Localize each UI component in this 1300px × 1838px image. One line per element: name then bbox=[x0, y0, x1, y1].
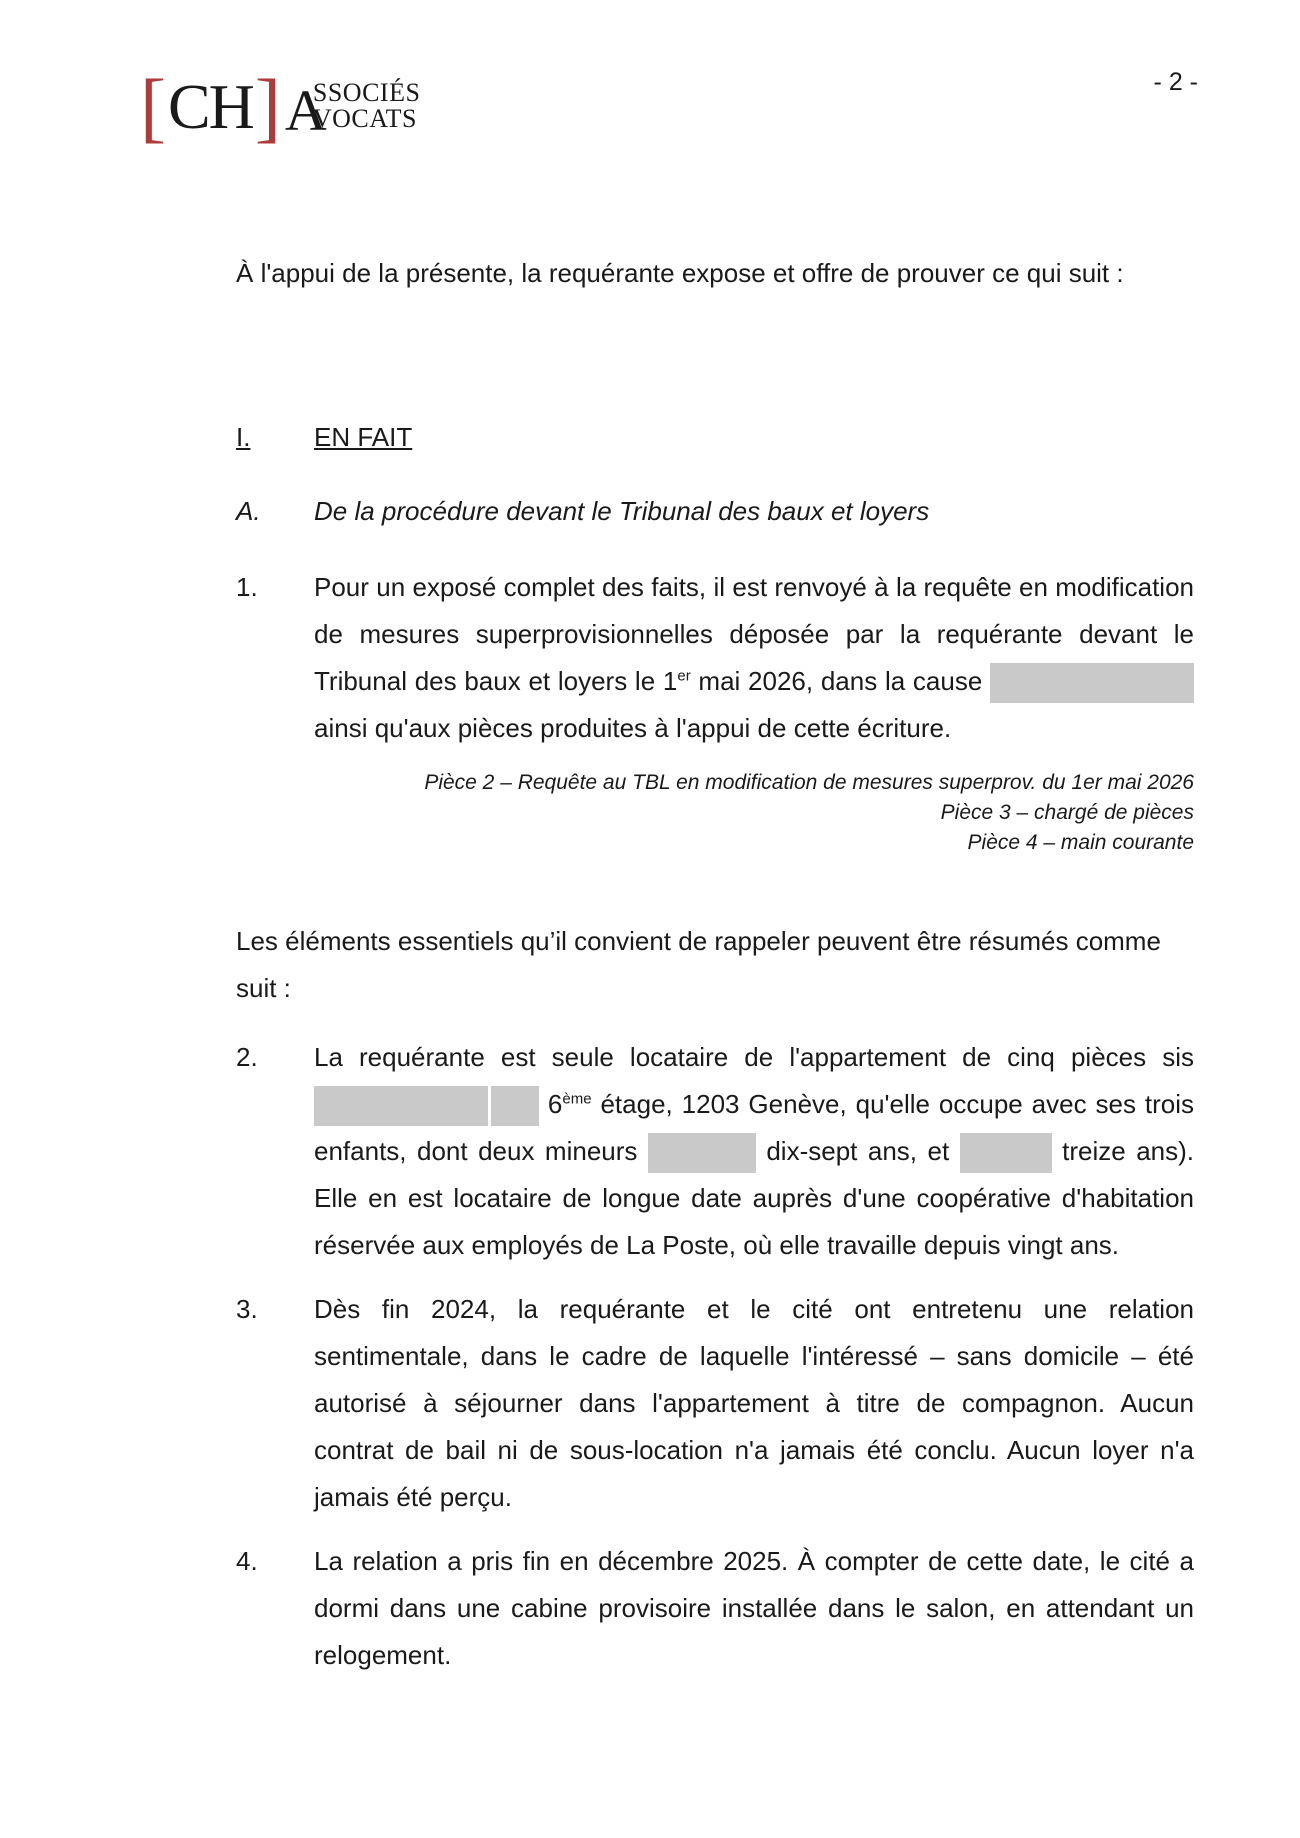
paragraph-2 bbox=[236, 1034, 1194, 1269]
text-run: ainsi qu'aux pièces produites à l'appui de cette écriture. bbox=[314, 713, 952, 743]
firm-logo bbox=[140, 63, 435, 150]
paragraph-number: 1. bbox=[236, 572, 258, 602]
intro-sentence: À l'appui de la présente, la requérante expose et offre de prouver ce qui suit : bbox=[236, 258, 1124, 288]
exhibit-reference: Pièce 3 – chargé de pièces bbox=[940, 801, 1194, 824]
paragraph-4 bbox=[236, 1538, 1194, 1679]
text-run: mai 2026, dans la cause bbox=[690, 666, 991, 696]
redaction-box bbox=[990, 663, 1194, 703]
exhibit-reference: Pièce 2 – Requête au TBL en modification de mesures superprov. du 1er mai 2026 bbox=[424, 771, 1194, 794]
paragraph-text bbox=[314, 564, 1194, 752]
section-number: I. bbox=[236, 422, 251, 452]
summary-heading: Les éléments essentiels qu’il convient de rappeler peuvent être résumés comme suit : bbox=[236, 926, 1161, 1003]
logo-word-avocats: VOCATS bbox=[312, 104, 418, 133]
redaction-box bbox=[491, 1086, 539, 1126]
subsection-number: A. bbox=[236, 496, 261, 526]
page-number: - 2 - bbox=[1153, 68, 1198, 96]
section-label: EN FAIT bbox=[314, 422, 413, 452]
logo-bracket-left: [ bbox=[140, 63, 166, 150]
logo-word-associes: SSOCIÉS bbox=[312, 78, 421, 107]
paragraph-text: La relation a pris fin en décembre 2025. À compter de cette date, le cité a dormi dans une cabine provisoire installée dans le salon, en attendant un relogement. bbox=[314, 1546, 1194, 1670]
paragraph-number: 3. bbox=[236, 1294, 258, 1324]
paragraph-1 bbox=[236, 564, 1194, 752]
subsection-heading bbox=[236, 496, 929, 527]
exhibit-references bbox=[424, 768, 1194, 858]
redaction-box bbox=[960, 1133, 1052, 1173]
paragraph-number: 2. bbox=[236, 1042, 258, 1072]
logo-bracket-right: ] bbox=[254, 63, 281, 150]
text-run: La requérante est seule locataire de l'appartement de cinq pièces sis bbox=[314, 1042, 1194, 1072]
text-run: treize ans). Elle en est locataire de longue date auprès d'une coopérative d'habitation réservée aux employés de La Poste, où elle travaille depuis vingt ans. bbox=[314, 1136, 1194, 1260]
section-heading bbox=[236, 422, 412, 453]
exhibit-reference: Pièce 4 – main courante bbox=[967, 831, 1194, 854]
superscript: ème bbox=[562, 1090, 592, 1108]
text-run: étage, 1203 Genève, qu'elle occupe avec ses trois enfants, dont deux mineurs bbox=[314, 1089, 1194, 1166]
superscript: er bbox=[677, 667, 691, 685]
logo-big-a: A bbox=[284, 78, 327, 143]
paragraph-number: 4. bbox=[236, 1546, 258, 1576]
paragraph-3 bbox=[236, 1286, 1194, 1521]
text-run: Pour un exposé complet des faits, il est renvoyé à la requête en modification de mesures superprovisionnelles déposée par la requérante devant le Tribunal des baux et loyers le 1 bbox=[314, 572, 1194, 696]
text-run: dix-sept ans, et bbox=[755, 1136, 960, 1166]
logo-wordmark bbox=[284, 76, 435, 143]
paragraph-text: Dès fin 2024, la requérante et le cité ont entretenu une relation sentimentale, dans le cadre de laquelle l'intéressé – sans domicile – été autorisé à séjourner dans l'appartement à titre de compagnon. Aucun contrat de bail ni de sous-location n'a jamais été conclu. Aucun loyer n'a jamais été perçu. bbox=[314, 1294, 1194, 1512]
subsection-label: De la procédure devant le Tribunal des baux et loyers bbox=[314, 496, 930, 526]
logo-initials: CH bbox=[167, 71, 253, 142]
text-run: 6 bbox=[539, 1089, 563, 1119]
redaction-box bbox=[314, 1086, 488, 1126]
redaction-box bbox=[648, 1133, 756, 1173]
paragraph-text bbox=[314, 1034, 1194, 1269]
